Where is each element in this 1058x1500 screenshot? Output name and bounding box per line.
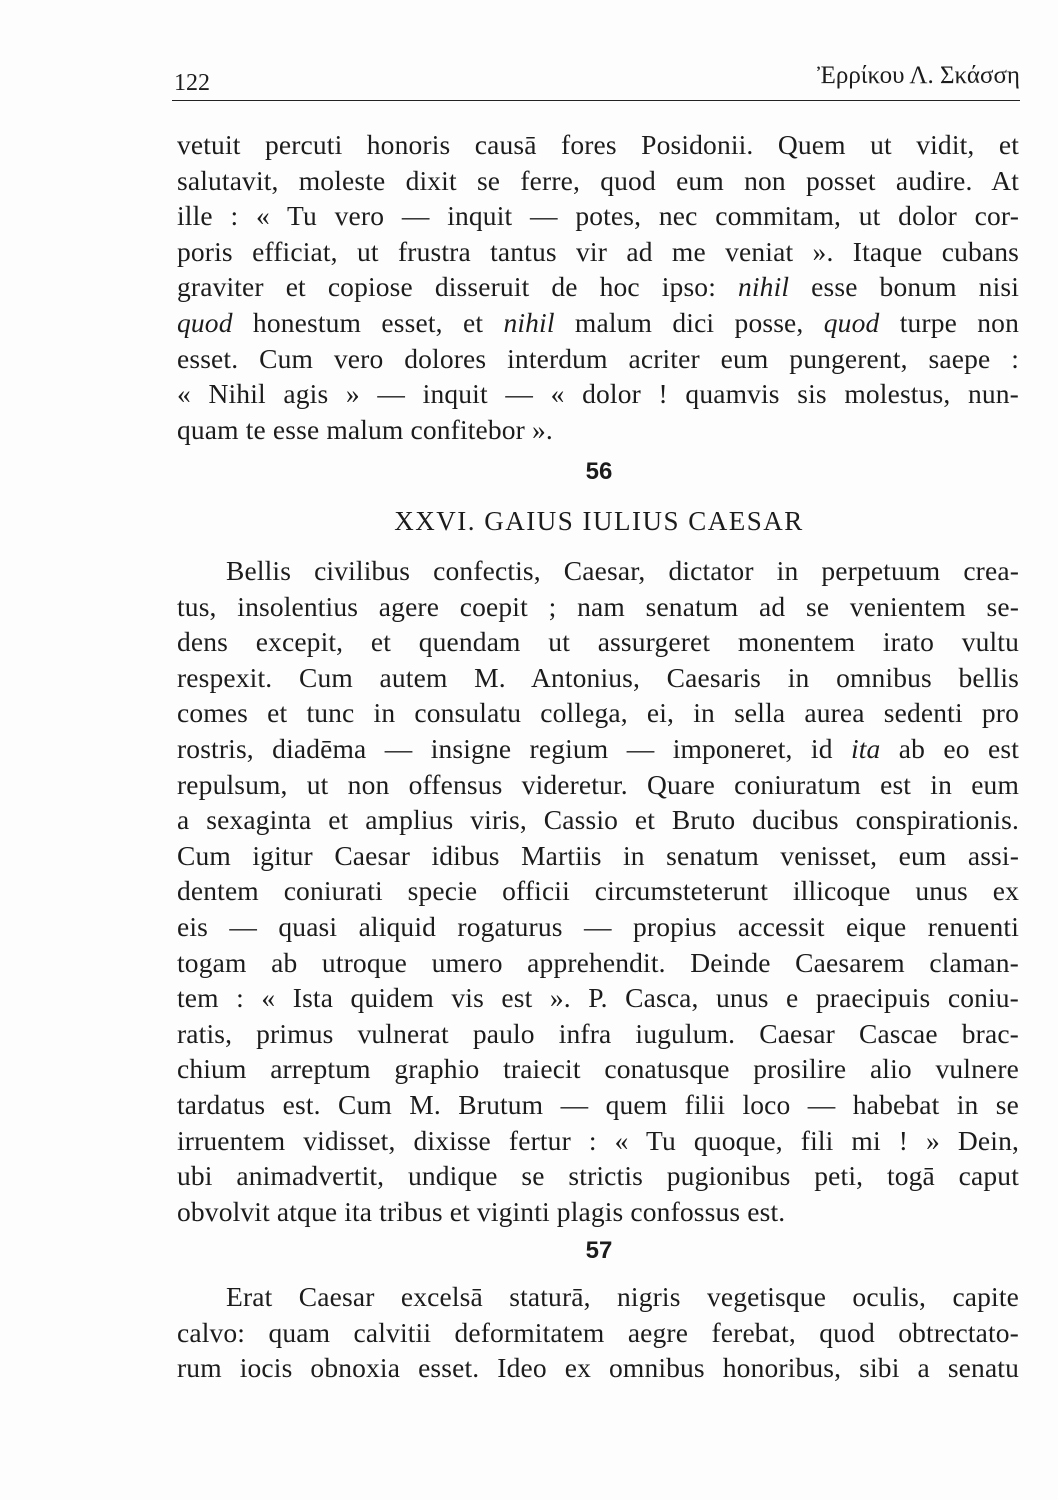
text-line: graviter et copiose disseruit de hoc ipso: nihil esse bonum nisi: [177, 271, 1019, 303]
section-number-56: 56: [585, 458, 613, 485]
paragraph-continuation: [177, 127, 1019, 447]
text-line: comes et tunc in consulatu collega, ei, in sella aurea sedenti pro: [177, 697, 1019, 729]
text-line: tardatus est. Cum M. Brutum — quem filii loco — habebat in se: [177, 1088, 1019, 1120]
text-line: tus, insolentius agere coepit ; nam senatum ad se venientem se-: [177, 590, 1019, 622]
text-line: Erat Caesar excelsā staturā, nigris vegetisque oculis, capite: [226, 1281, 1019, 1312]
running-head: Ἐρρίκου Λ. Σκάσση: [817, 62, 1020, 89]
text-line: calvo: quam calvitii deformitatem aegre ferebat, quod obtrectato-: [177, 1316, 1019, 1348]
text-line: respexit. Cum autem M. Antonius, Caesaris in omnibus bellis: [177, 661, 1019, 693]
text-line: irruentem vidisset, dixisse fertur : « Tu quoque, fili mi ! » Dein,: [177, 1124, 1019, 1156]
text-line: obvolvit atque ita tribus et viginti plagis confossus est.: [177, 1195, 786, 1227]
text-line: salutavit, moleste dixit se ferre, quod eum non posset audire. At: [177, 164, 1019, 196]
text-line: tem : « Ista quidem vis est ». P. Casca, unus e praecipuis coniu-: [177, 982, 1019, 1014]
text-line: poris efficiat, ut frustra tantus vir ad me veniat ». Itaque cubans: [177, 235, 1019, 267]
text-line: chium arreptum graphio traiecit conatusque prosilire alio vulnere: [177, 1053, 1019, 1085]
paragraph-56: [177, 553, 1019, 1229]
text-line: « Nihil agis » — inquit — « dolor ! quamvis sis molestus, nun-: [177, 378, 1019, 410]
text-line: repulsum, ut non offensus videretur. Quare coniuratum est in eum: [177, 768, 1019, 800]
text-line: togam ab utroque umero apprehendit. Deinde Caesarem claman-: [177, 946, 1019, 978]
text-line: dens excepit, et quendam ut assurgeret monentem irato vultu: [177, 626, 1019, 658]
section-number-57: 57: [585, 1237, 613, 1264]
text-line: Bellis civilibus confectis, Caesar, dictator in perpetuum crea-: [226, 555, 1019, 586]
text-line: Cum igitur Caesar idibus Martiis in senatum venisset, eum assi-: [177, 839, 1019, 871]
text-line: dentem coniurati specie officii circumsteterunt illicoque unus ex: [177, 875, 1019, 907]
text-line: rostris, diadēma — insigne regium — imponeret, id ita ab eo est: [177, 732, 1019, 764]
chapter-title: XXVI. GAIUS IULIUS CAESAR: [394, 506, 804, 536]
text-line: vetuit percuti honoris causā fores Posidonii. Quem ut vidit, et: [177, 129, 1019, 160]
text-line: ille : « Tu vero — inquit — potes, nec commitam, ut dolor cor-: [177, 200, 1019, 232]
page-number: 122: [174, 70, 210, 96]
text-line: a sexaginta et amplius viris, Cassio et Bruto ducibus conspirationis.: [177, 804, 1019, 836]
header-rule: [172, 100, 1020, 101]
text-line: eis — quasi aliquid rogaturus — propius accessit eique renuenti: [177, 910, 1019, 942]
text-line: rum iocis obnoxia esset. Ideo ex omnibus honoribus, sibi a senatu: [177, 1352, 1019, 1384]
paragraph-57: [177, 1279, 1019, 1386]
text-line: esset. Cum vero dolores interdum acriter eum pungerent, saepe :: [177, 342, 1019, 374]
page-header: [174, 62, 1020, 98]
text-line: quam te esse malum confitebor ».: [177, 413, 553, 445]
text-line: ubi animadvertit, undique se strictis pugionibus peti, togā caput: [177, 1160, 1019, 1192]
text-line: quod honestum esset, et nihil malum dici posse, quod turpe non: [177, 306, 1019, 338]
text-line: ratis, primus vulnerat paulo infra iugulum. Caesar Cascae brac-: [177, 1017, 1019, 1049]
